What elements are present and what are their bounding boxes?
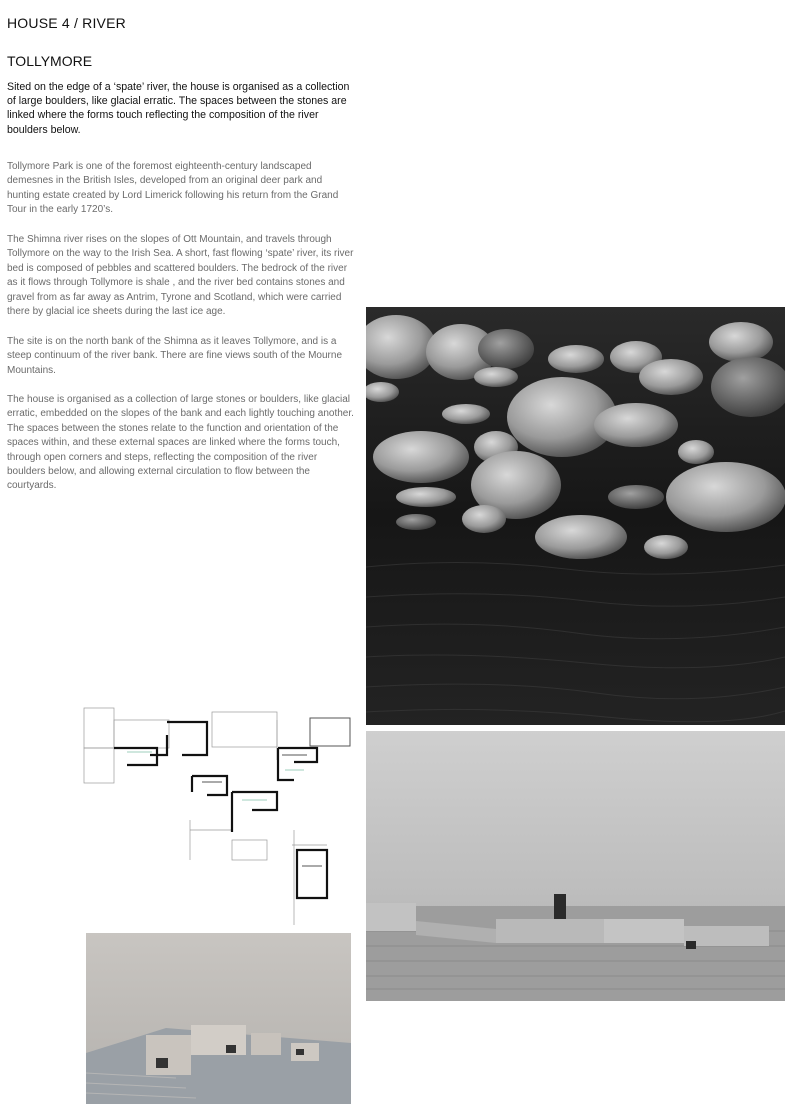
- floor-plan-drawing: [82, 700, 357, 930]
- project-name: TOLLYMORE: [7, 53, 93, 69]
- model-aerial-photo: [86, 933, 351, 1104]
- river-boulders-illustration: [366, 307, 785, 725]
- model-aerial-illustration: [86, 933, 351, 1104]
- body-paragraph-history: Tollymore Park is one of the foremost eighteenth-century landscaped demesnes in the British Isles, developed from an original deer park and hunting estate created by Lord Limerick following his return from the Grand Tour in the early 1720’s.: [7, 161, 339, 216]
- model-elevation-photo: [366, 731, 785, 1001]
- body-paragraph-river: The Shimna river rises on the slopes of Ott Mountain, and travels through Tollymore on the way to the Irish Sea. A short, fast flowing ‘spate’ river, its river bed is composed of pebbles and scattered boulders. The bedrock of the river as it flows through Tollymore is shale , and the river bed contains stones and gravel from as far away as Antrim, Tyrone and Scotland, which were carried there by glacial ice sheets during the last ice age.: [7, 234, 354, 318]
- river-boulders-photo: [366, 307, 785, 725]
- lead-paragraph: Sited on the edge of a ‘spate’ river, the house is organised as a collection of large boulders, like glacial erratic. The spaces between the stones are linked where the forms touch reflecting the composition of the river boulders below.: [7, 81, 350, 136]
- body-paragraph-site: The site is on the north bank of the Shimna as it leaves Tollymore, and is a steep continuum of the river bank. There are fine views south of the Mourne Mountains.: [7, 336, 342, 376]
- page-title: HOUSE 4 / RIVER: [7, 15, 126, 31]
- model-elevation-illustration: [366, 731, 785, 1001]
- body-paragraph-house: The house is organised as a collection of large stones or boulders, like glacial erratic, embedded on the slopes of the bank and each lightly touching another. The spaces between the stones relate to the function and orientation of the spaces within, and these external spaces are linked where the forms touch, through open corners and steps, reflecting the composition of the river boulders below, and allowing external circulation to flow between the courtyards.: [7, 394, 354, 492]
- floor-plan-illustration: [82, 700, 357, 930]
